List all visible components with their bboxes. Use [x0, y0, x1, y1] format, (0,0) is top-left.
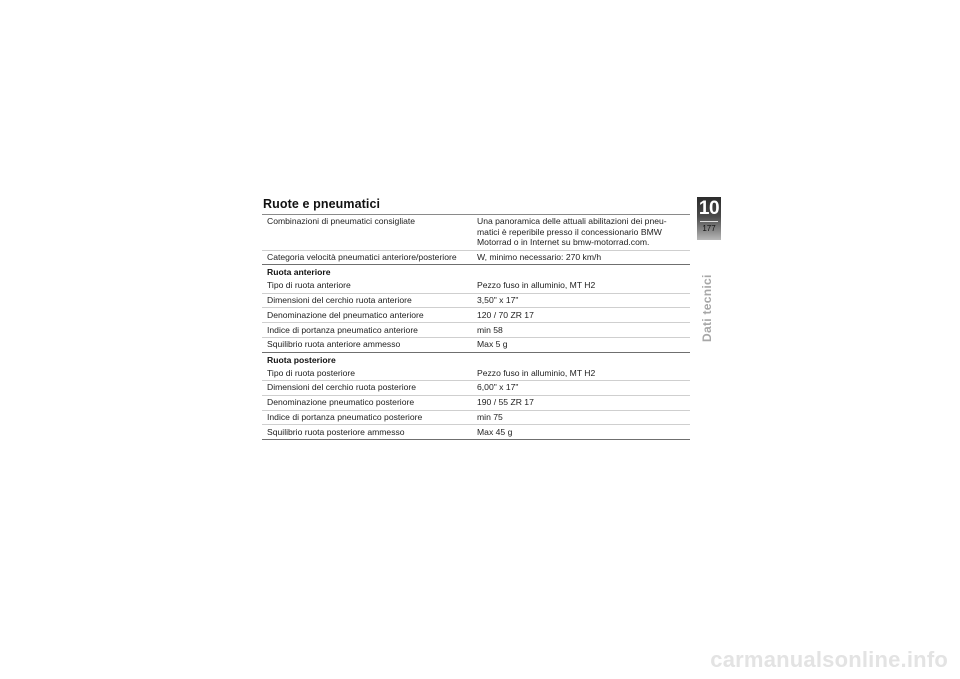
table-row	[262, 279, 690, 293]
spec-label: Squilibrio ruota anteriore ammesso	[262, 338, 472, 353]
section-heading-row	[262, 352, 690, 366]
spec-value: Pezzo fuso in alluminio, MT H2	[472, 279, 690, 293]
spec-label: Denominazione pneumatico posteriore	[262, 395, 472, 410]
page-number: 177	[702, 224, 716, 233]
spec-label: Categoria velocità pneumatici anteriore/posteriore	[262, 250, 472, 265]
spec-label: Dimensioni del cerchio ruota posteriore	[262, 381, 472, 396]
chapter-divider	[700, 221, 718, 222]
spec-label: Indice di portanza pneumatico anteriore	[262, 323, 472, 338]
spec-label: Tipo di ruota posteriore	[262, 366, 472, 380]
section-heading-row	[262, 265, 690, 279]
watermark: carmanualsonline.info	[710, 647, 948, 672]
table-row	[262, 395, 690, 410]
spec-value: 120 / 70 ZR 17	[472, 308, 690, 323]
spec-table	[262, 214, 690, 440]
spec-value: Una panoramica delle attuali abilitazioni dei pneu- matici è reperibile presso il concessionario BMW Motorrad o in Internet su bmw-motorrad.com.	[472, 215, 690, 251]
table-row	[262, 381, 690, 396]
spec-label: Indice di portanza pneumatico posteriore	[262, 410, 472, 425]
chapter-number: 10	[698, 198, 720, 219]
spec-value: Pezzo fuso in alluminio, MT H2	[472, 366, 690, 380]
page-title: Ruote e pneumatici	[263, 197, 381, 211]
spec-value: 190 / 55 ZR 17	[472, 395, 690, 410]
table-row	[262, 323, 690, 338]
spec-value: 6,00" x 17"	[472, 381, 690, 396]
chapter-tab	[697, 197, 721, 240]
table-row	[262, 215, 690, 251]
spec-value: 3,50" x 17"	[472, 293, 690, 308]
table-row	[262, 338, 690, 353]
spec-value: min 58	[472, 323, 690, 338]
spec-label: Denominazione del pneumatico anteriore	[262, 308, 472, 323]
spec-value: Max 5 g	[472, 338, 690, 353]
table-row	[262, 425, 690, 440]
spec-value: min 75	[472, 410, 690, 425]
section-heading-front: Ruota anteriore	[267, 267, 331, 278]
spec-label: Tipo di ruota anteriore	[262, 279, 472, 293]
table-row	[262, 366, 690, 380]
spec-label: Combinazioni di pneumatici consigliate	[262, 215, 472, 251]
table-row	[262, 410, 690, 425]
table-row	[262, 250, 690, 265]
table-row	[262, 293, 690, 308]
spec-label: Squilibrio ruota posteriore ammesso	[262, 425, 472, 440]
section-heading-rear: Ruota posteriore	[267, 354, 336, 365]
spec-label: Dimensioni del cerchio ruota anteriore	[262, 293, 472, 308]
table-row	[262, 308, 690, 323]
chapter-label: Dati tecnici	[700, 274, 714, 342]
spec-value: Max 45 g	[472, 425, 690, 440]
spec-value: W, minimo necessario: 270 km/h	[472, 250, 690, 265]
